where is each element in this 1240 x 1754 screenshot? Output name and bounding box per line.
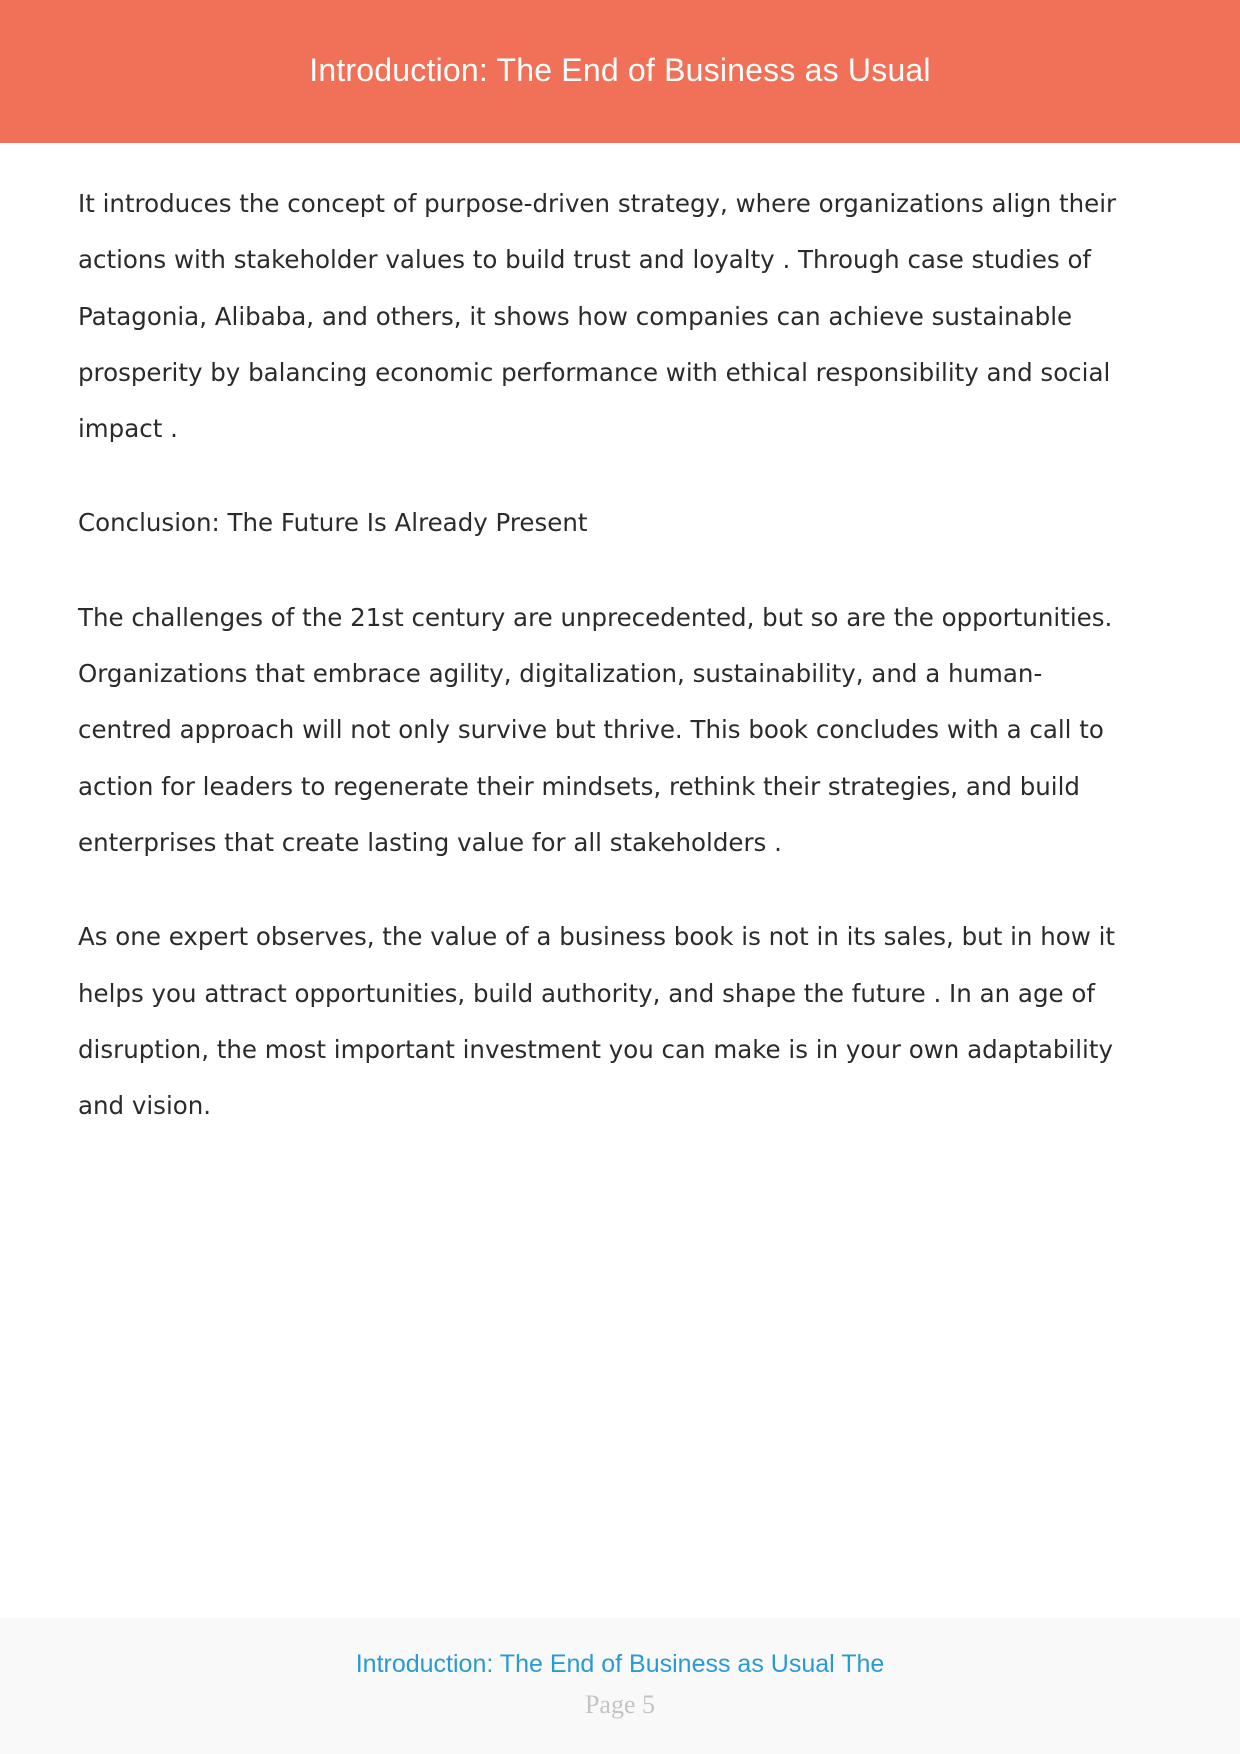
page-footer (0, 1618, 1240, 1754)
footer-title: Introduction: The End of Business as Usual The (355, 1650, 885, 1678)
body-paragraph: It introduces the concept of purpose-driven strategy, where organizations align their actions with stakeholder values to build trust and loyalty . Through case studies of Patagonia, Alibaba, and others, it shows how companies can achieve sustainable prosperity by balancing economic performance with ethical responsibility and social impact . (78, 189, 1117, 444)
page-number: Page 5 (584, 1690, 656, 1719)
body-paragraph: As one expert observes, the value of a business book is not in its sales, but in how it helps you attract opportunities, build authority, and shape the future . In an age of disruption, the most important investment you can make is in your own adaptability and vision. (78, 922, 1115, 1121)
page-header (0, 0, 1240, 143)
body-paragraph: The challenges of the 21st century are unprecedented, but so are the opportunities. Organizations that embrace agility, digitalization, sustainability, and a human- centred approach will not only survive but thrive. This book concludes with a call to action for leaders to regenerate their mindsets, rethink their strategies, and build enterprises that create lasting value for all stakeholders . (78, 602, 1113, 857)
section-heading: Conclusion: The Future Is Already Present (78, 508, 588, 538)
page-content (78, 176, 1168, 1134)
header-title: Introduction: The End of Business as Usual (309, 52, 931, 88)
